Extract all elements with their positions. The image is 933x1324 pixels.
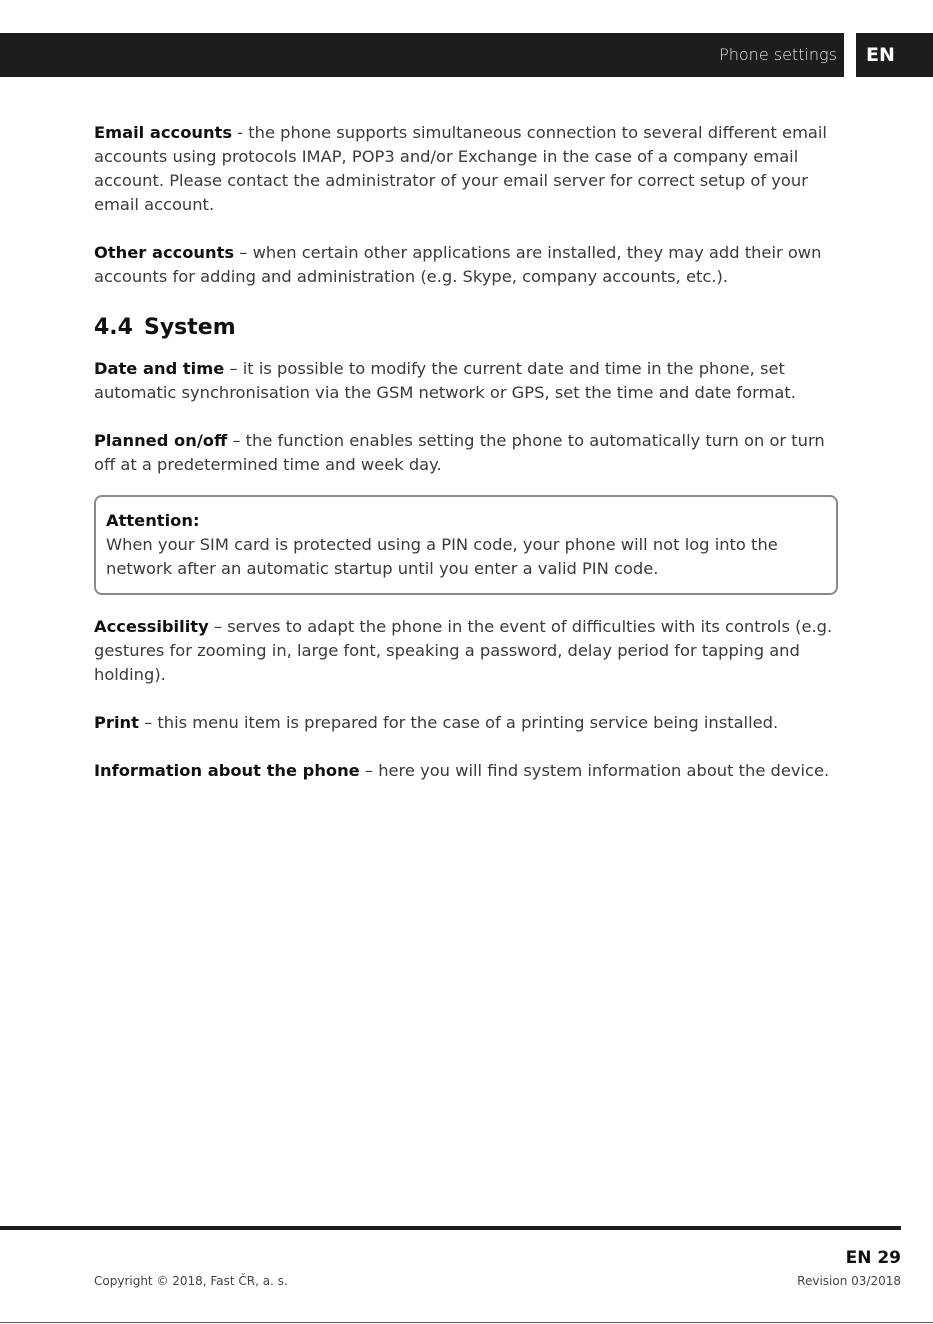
paragraph-text: – it is possible to modify the current date and time in the phone, set automatic synchronisation via the GSM network or GPS, set the time and date format.	[94, 359, 796, 402]
term-label: Planned on/off	[94, 431, 228, 450]
term-label: Other accounts	[94, 243, 235, 262]
paragraph-text: – when certain other applications are installed, they may add their own accounts for adding and administration (e.g. Skype, company accounts, etc.).	[94, 243, 822, 286]
header-bar	[0, 33, 844, 77]
term-label: Email accounts	[94, 123, 233, 142]
term-label: Print	[94, 713, 139, 732]
attention-notice	[94, 495, 838, 595]
paragraph-text: – the function enables setting the phone to automatically turn on or turn off at a predetermined time and week day.	[94, 431, 825, 474]
paragraph-text: - the phone supports simultaneous connection to several different email accounts using protocols IMAP, POP3 and/or Exchange in the case of a company email account. Please contact the administrator of your email server for correct setup of your email account.	[94, 123, 827, 214]
paragraph-email-accounts	[94, 121, 834, 217]
section-number: 4.4	[94, 315, 133, 340]
term-label: Date and time	[94, 359, 225, 378]
paragraph-planned-on-off	[94, 429, 834, 477]
footer-rule	[0, 1226, 901, 1230]
section-heading	[94, 313, 834, 343]
paragraph-other-accounts	[94, 241, 834, 289]
copyright-text: Copyright © 2018, Fast ČR, a. s.	[94, 1274, 288, 1288]
paragraph-text: – here you will find system information about the device.	[359, 761, 830, 780]
paragraph-text: – serves to adapt the phone in the event of difficulties with its controls (e.g. gestures for zooming in, large font, speaking a password, delay period for tapping and holding).	[94, 617, 833, 684]
notice-text: When your SIM card is protected using a PIN code, your phone will not log into the network after an automatic startup until you enter a valid PIN code.	[106, 535, 778, 578]
paragraph-phone-info	[94, 759, 834, 783]
paragraph-print	[94, 711, 834, 735]
page-content	[94, 121, 834, 807]
page-bottom-line	[0, 1322, 933, 1323]
language-badge	[856, 33, 933, 77]
term-label: Accessibility	[94, 617, 209, 636]
language-label: EN	[866, 44, 895, 66]
header-section-title: Phone settings	[719, 45, 837, 64]
paragraph-accessibility	[94, 615, 834, 687]
page-number: EN 29	[845, 1248, 901, 1268]
revision-text: Revision 03/2018	[797, 1274, 901, 1288]
term-label: Information about the phone	[94, 761, 360, 780]
paragraph-date-time	[94, 357, 834, 405]
notice-title: Attention:	[106, 511, 200, 530]
section-title: System	[144, 315, 236, 340]
paragraph-text: – this menu item is prepared for the case of a printing service being installed.	[138, 713, 779, 732]
